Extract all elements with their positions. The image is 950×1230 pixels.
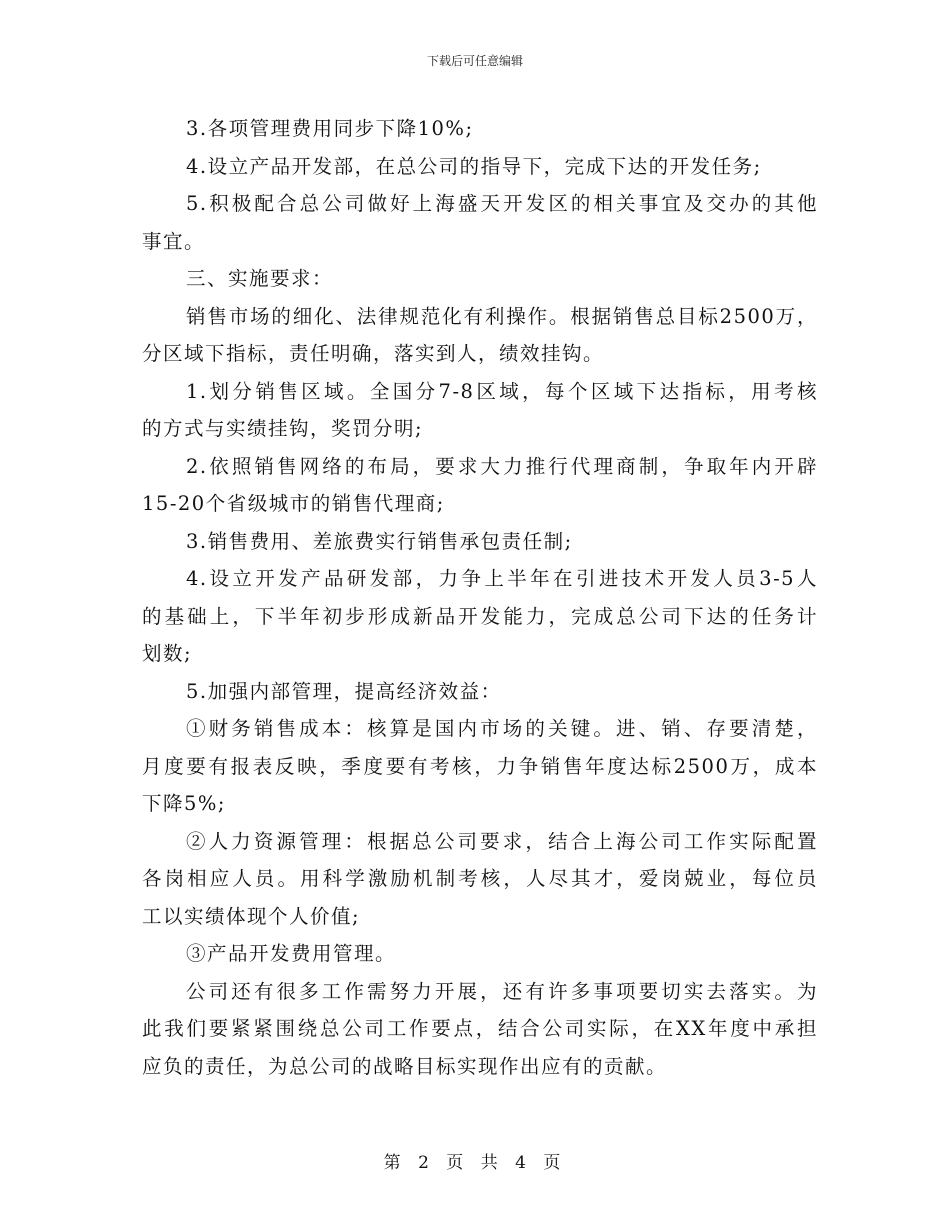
text-line: 工以实绩体现个人价值;: [142, 904, 361, 928]
text-line: 下降5%;: [142, 792, 227, 815]
text-line: ③产品开发费用管理。: [186, 942, 397, 965]
text-line: 4.设立产品开发部，在总公司的指导下，完成下达的开发任务;: [186, 154, 762, 178]
text-line: 15-20个省级城市的销售代理商;: [142, 492, 445, 515]
text-line: 划数;: [142, 642, 193, 665]
page-footer: 第 2 页 共 4 页: [383, 1153, 567, 1173]
text-line: ②人力资源管理：根据总公司要求，结合上海公司工作实际配置: [186, 829, 818, 853]
text-line: 公司还有很多工作需努力开展，还有许多事项要切实去落实。为: [186, 979, 818, 1003]
page-header: 下载后可任意编辑: [426, 54, 523, 68]
text-line: 月度要有报表反映，季度要有考核，力争销售年度达标2500万，成本: [142, 754, 818, 778]
text-line: 销售市场的细化、法律规范化有利操作。根据销售总目标2500万，: [186, 304, 818, 328]
text-line: 此我们要紧紧围绕总公司工作要点，结合公司实际，在XX年度中承担: [142, 1017, 818, 1040]
text-line: 各岗相应人员。用科学激励机制考核，人尽其才，爱岗兢业，每位员: [142, 867, 818, 890]
text-line: 分区域下指标，责任明确，落实到人，绩效挂钩。: [142, 342, 605, 365]
text-line: 的基础上，下半年初步形成新品开发能力，完成总公司下达的任务计: [142, 604, 818, 628]
text-line: 5.积极配合总公司做好上海盛天开发区的相关事宜及交办的其他: [186, 192, 818, 215]
text-line: 的方式与实绩挂钩，奖罚分明;: [142, 417, 424, 440]
text-line: 4.设立开发产品研发部，力争上半年在引进技术开发人员3-5人: [186, 567, 818, 590]
text-line: 2.依照销售网络的布局，要求大力推行代理商制，争取年内开辟: [186, 454, 818, 478]
document-body: [142, 110, 818, 1085]
text-line: 3.销售费用、差旅费实行销售承包责任制;: [186, 529, 573, 553]
text-line: ①财务销售成本：核算是国内市场的关键。进、销、存要清楚，: [186, 717, 818, 740]
text-line: 应负的责任，为总公司的战略目标实现作出应有的贡献。: [142, 1054, 668, 1078]
text-line: 事宜。: [142, 229, 206, 253]
text-line: 三、实施要求：: [186, 267, 334, 290]
text-line: 1.划分销售区域。全国分7-8区域，每个区域下达指标，用考核: [186, 379, 818, 403]
text-line: 3.各项管理费用同步下降10%;: [186, 117, 474, 140]
text-line: 5.加强内部管理，提高经济效益：: [186, 679, 502, 703]
